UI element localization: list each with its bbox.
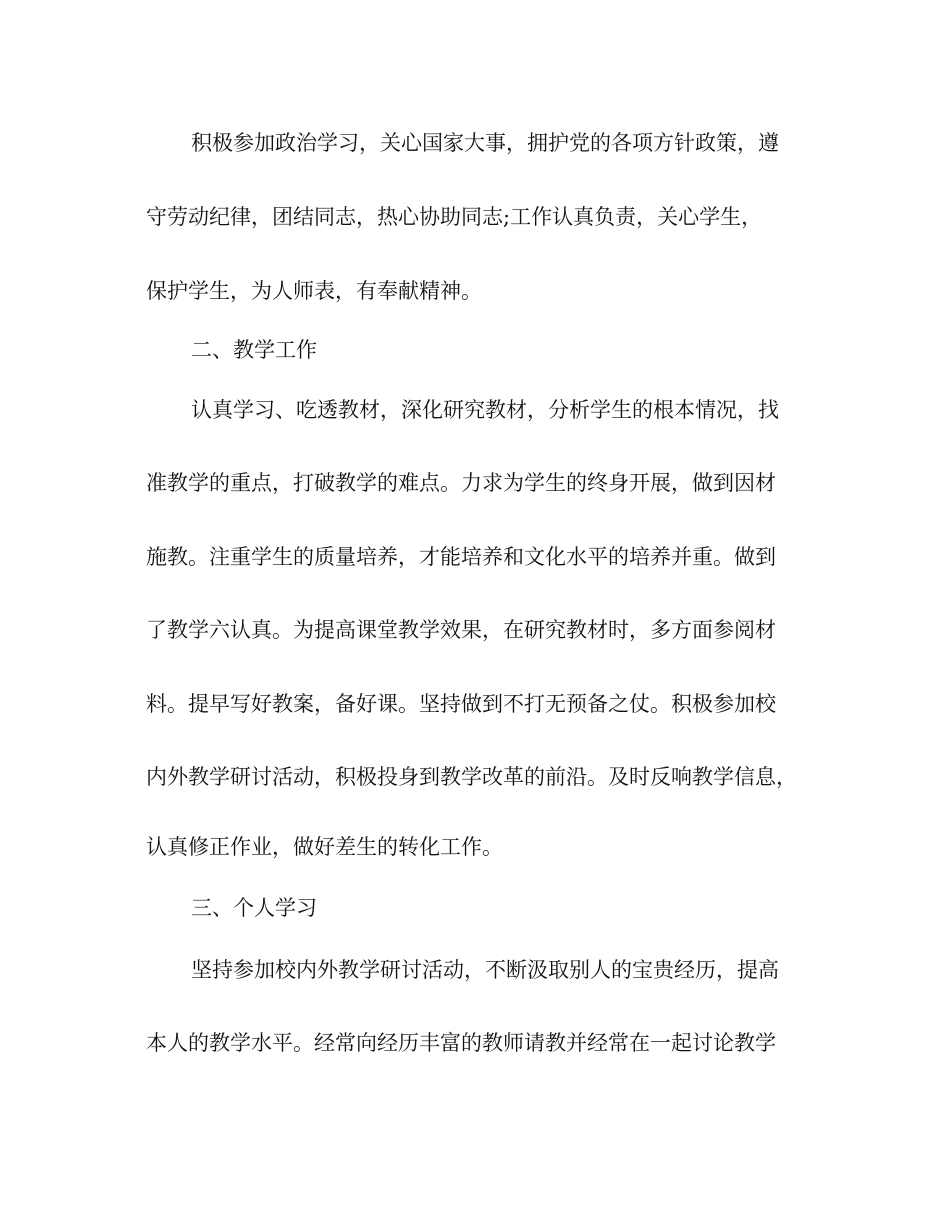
paragraph-line: 准教学的重点，打破教学的难点。力求为学生的终身开展，做到因材 <box>146 471 776 495</box>
paragraph-line: 料。提早写好教案，备好课。坚持做到不打无预备之仗。积极参加校 <box>146 692 776 716</box>
paragraph-line: 本人的教学水平。经常向经历丰富的教师请教并经常在一起讨论教学 <box>146 1031 776 1055</box>
paragraph-line: 坚持参加校内外教学研讨活动，不断汲取别人的宝贵经历，提高 <box>191 958 779 982</box>
paragraph-line: 保护学生，为人师表，有奉献精神。 <box>146 279 482 303</box>
paragraph-line: 认真修正作业，做好差生的转化工作。 <box>146 835 503 859</box>
paragraph-line: 了教学六认真。为提高课堂教学效果，在研究教材时，多方面参阅材 <box>146 618 776 642</box>
paragraph-line: 守劳动纪律，团结同志，热心协助同志;工作认真负责，关心学生， <box>146 205 763 229</box>
paragraph-line: 认真学习、吃透教材，深化研究教材，分析学生的根本情况，找 <box>191 398 779 422</box>
paragraph-line: 积极参加政治学习，关心国家大事，拥护党的各项方针政策，遵 <box>191 131 779 155</box>
section-heading: 三、个人学习 <box>191 896 317 920</box>
paragraph-line: 内外教学研讨活动，积极投身到教学改革的前沿。及时反响教学信息， <box>146 765 797 789</box>
paragraph-line: 施教。注重学生的质量培养，才能培养和文化水平的培养并重。做到 <box>146 545 776 569</box>
section-heading: 二、教学工作 <box>191 338 317 362</box>
